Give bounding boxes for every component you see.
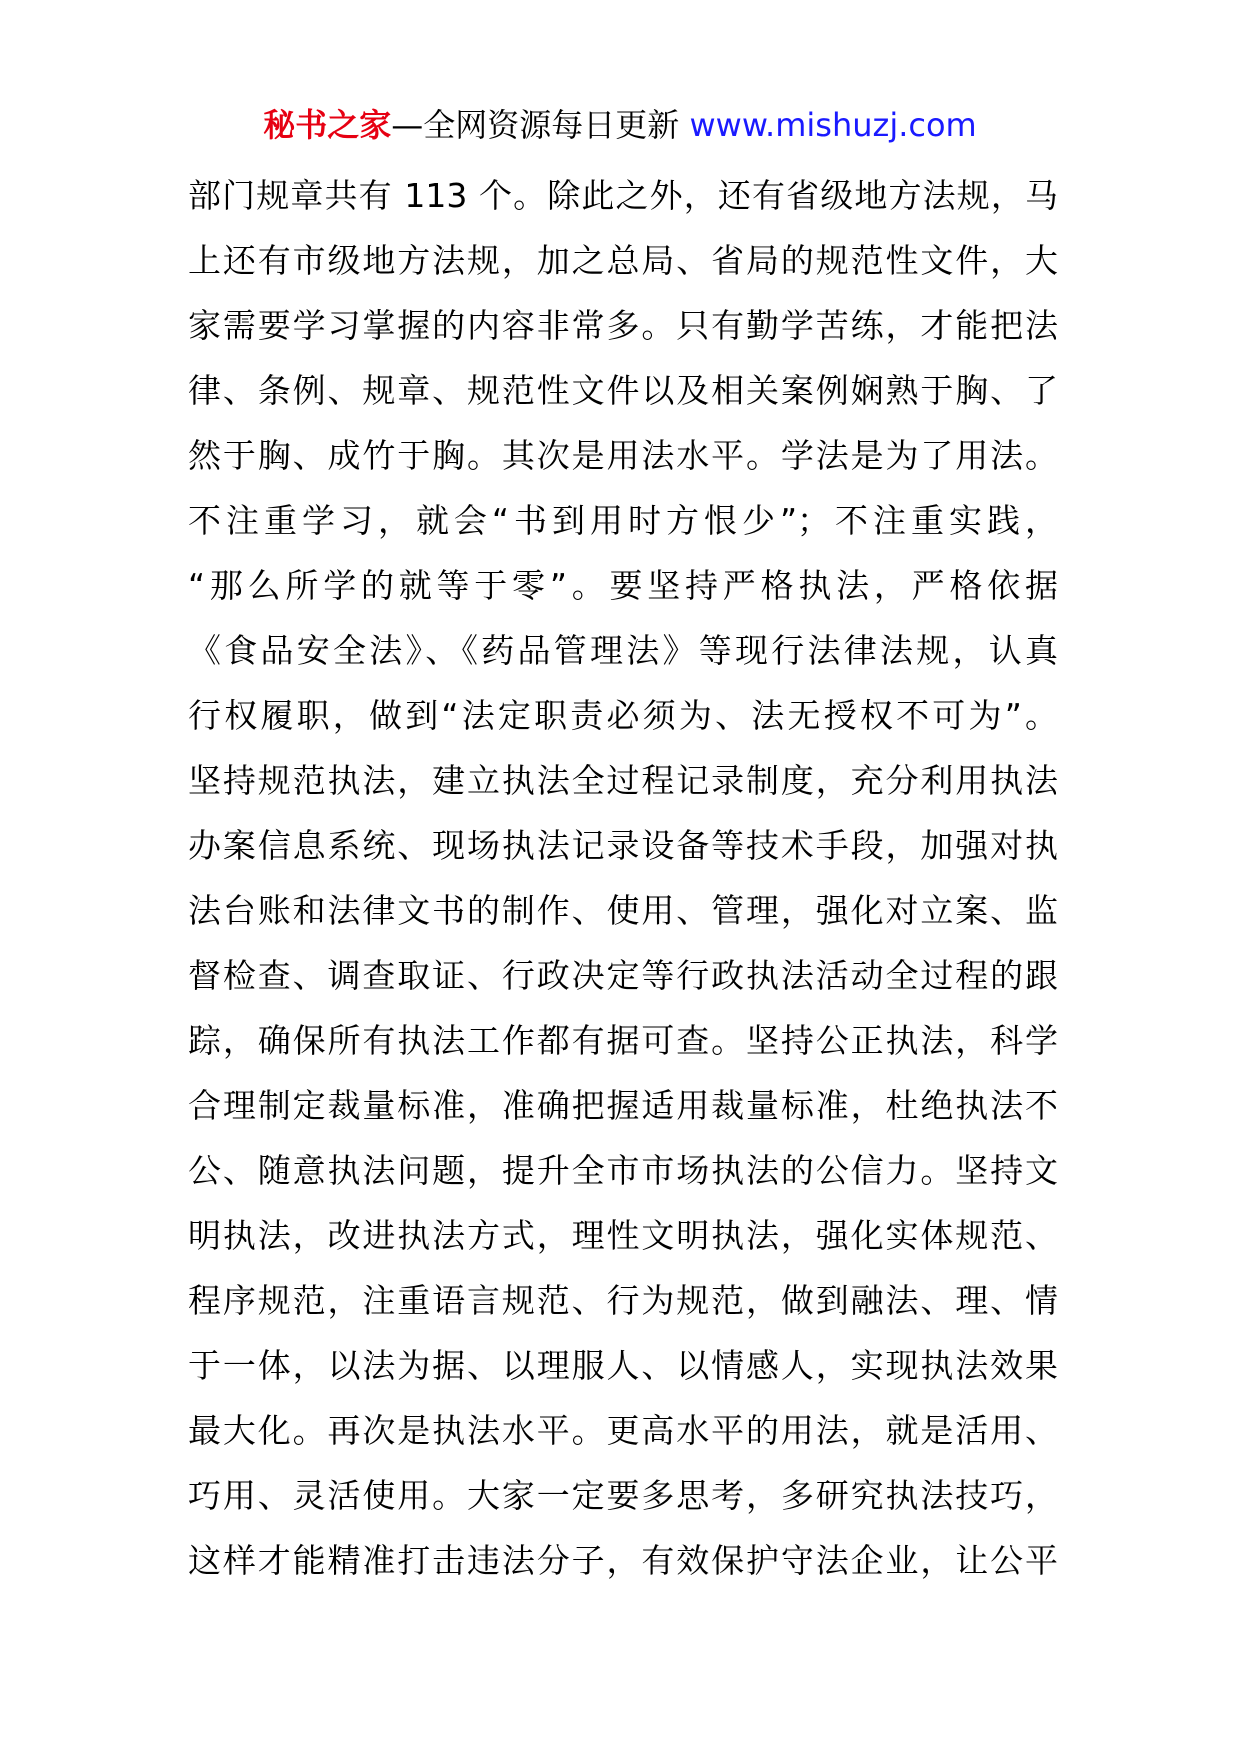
text-line: 程序规范，注重语言规范、行为规范，做到融法、理、情 — [188, 1281, 1058, 1320]
text-line: 法台账和法律文书的制作、使用、管理，强化对立案、监 — [188, 891, 1058, 930]
text-line: 公、随意执法问题，提升全市市场执法的公信力。坚持文 — [188, 1151, 1058, 1190]
document-body — [188, 163, 1058, 1593]
text-line: 行权履职，做到“法定职责必须为、法无授权不可为”。 — [188, 696, 1058, 735]
text-line: 合理制定裁量标准，准确把握适用裁量标准，杜绝执法不 — [188, 1086, 1058, 1125]
text-line: 巧用、灵活使用。大家一定要多思考，多研究执法技巧， — [188, 1476, 1058, 1515]
text-line: 最大化。再次是执法水平。更高水平的用法，就是活用、 — [188, 1411, 1058, 1450]
text-line: 坚持规范执法，建立执法全过程记录制度，充分利用执法 — [188, 761, 1058, 800]
brand-name: 秘书之家 — [263, 106, 392, 144]
text-line: 督检查、调查取证、行政决定等行政执法活动全过程的跟 — [188, 956, 1058, 995]
text-line: 不注重学习，就会“书到用时方恨少”；不注重实践， — [188, 501, 1058, 540]
page-header — [0, 100, 1240, 150]
text-line: 部门规章共有 113 个。除此之外，还有省级地方法规，马 — [188, 176, 1058, 215]
text-line: 明执法，改进执法方式，理性文明执法，强化实体规范、 — [188, 1216, 1058, 1255]
text-line: 于一体，以法为据、以理服人、以情感人，实现执法效果 — [188, 1346, 1058, 1385]
text-line: “那么所学的就等于零”。要坚持严格执法，严格依据 — [188, 566, 1058, 605]
text-line: 办案信息系统、现场执法记录设备等技术手段，加强对执 — [188, 826, 1058, 865]
site-url[interactable]: www.mishuzj.com — [689, 106, 977, 144]
text-line: 然于胸、成竹于胸。其次是用法水平。学法是为了用法。 — [188, 436, 1058, 475]
text-line: 这样才能精准打击违法分子，有效保护守法企业，让公平 — [188, 1541, 1058, 1580]
text-line: 上还有市级地方法规，加之总局、省局的规范性文件，大 — [188, 241, 1058, 280]
header-tagline: —全网资源每日更新 — [391, 106, 680, 144]
text-line: 《食品安全法》、《药品管理法》等现行法律法规，认真 — [188, 631, 1058, 670]
text-line: 家需要学习掌握的内容非常多。只有勤学苦练，才能把法 — [188, 306, 1058, 345]
text-line: 律、条例、规章、规范性文件以及相关案例娴熟于胸、了 — [188, 371, 1058, 410]
text-line: 踪，确保所有执法工作都有据可查。坚持公正执法，科学 — [188, 1021, 1058, 1060]
